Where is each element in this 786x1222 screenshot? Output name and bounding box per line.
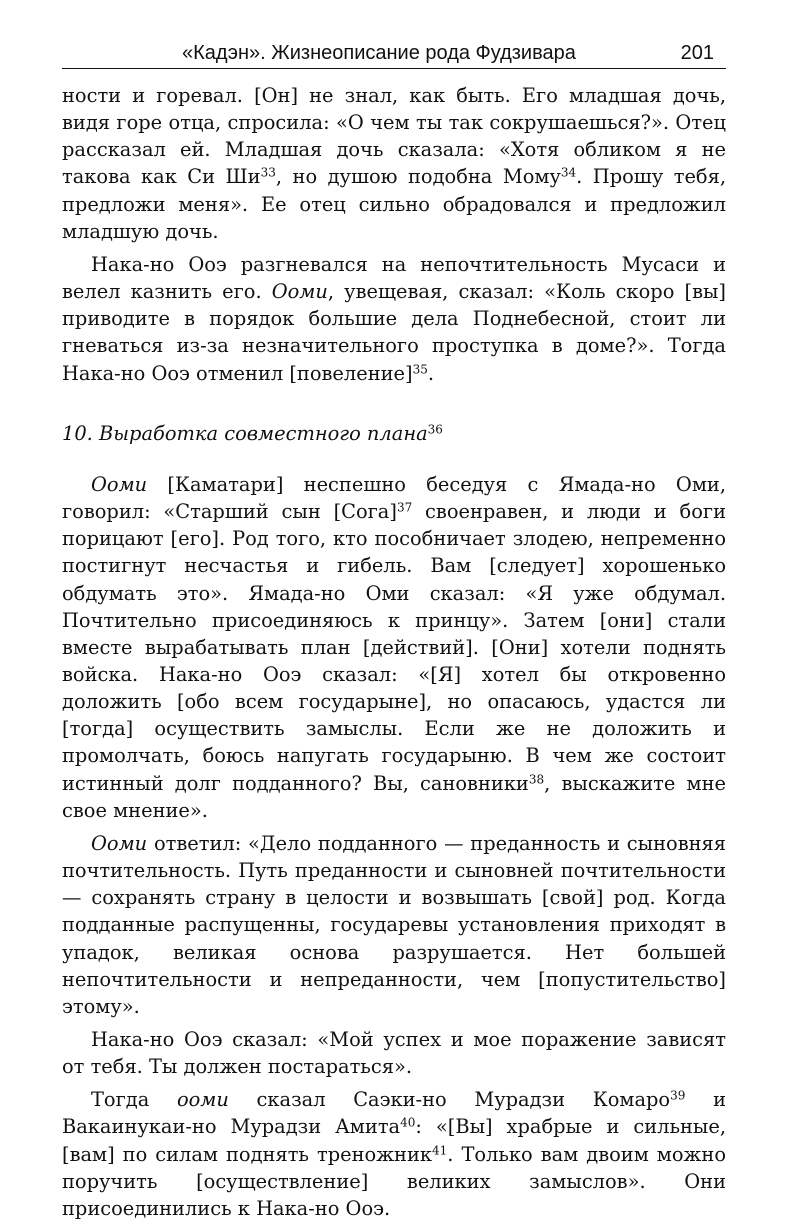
page-number: 201 xyxy=(680,42,714,64)
text-run: ности и горевал. [Он] не знал, как быть. Его младшая дочь, видя горе отца, спросила: «О чем ты так сокрушаешься?». Отец рассказал ей. Младшая дочь сказала: «Хотя обликом я не такова как Си Ши xyxy=(62,84,726,189)
footnote-ref-33: 33 xyxy=(260,165,276,180)
text-run: ответил: «Дело подданного — преданность и сыновняя почтительность. Путь преданности и сыновней почтительности — сохранять страну в целости и возвышать [свой] род. Когда подданные распущенны, государевы установления приходят в упадок, великая основа разрушается. Нет большей непочтительности и непреданности, чем [попустительство] этому». xyxy=(62,831,726,1018)
footnote-ref-39: 39 xyxy=(670,1088,686,1103)
footnote-ref-40: 40 xyxy=(400,1115,416,1130)
text-run: . Прошу тебя, предложи меня». Ее отец сильно обрадовался и предложил младшую дочь. xyxy=(62,165,726,243)
text-run: Тогда xyxy=(91,1088,177,1112)
footnote-ref-35: 35 xyxy=(412,361,428,376)
paragraph-continued xyxy=(62,82,726,245)
footnote-ref-41: 41 xyxy=(432,1143,448,1158)
text-run: , выскажите мне свое мнение». xyxy=(62,771,726,822)
text-run: , увещевая, сказал: «Коль скоро [вы] приводите в порядок большие дела Поднебесной, стоит ли гневаться из-за незначительного проступка в доме?». Тогда Нака-но Ооэ отменил [повеление] xyxy=(62,280,726,385)
running-header xyxy=(62,38,726,69)
text-run: сказал Саэки-но Мурадзи Комаро xyxy=(228,1088,671,1112)
text-run: Нака-но Ооэ сказал: «Мой успех и мое поражение зависят от тебя. Ты должен постараться». xyxy=(62,1028,726,1079)
running-header-title: «Кадэн». Жизнеописание рода Фудзивара xyxy=(182,42,576,64)
text-run: , но душою подобна Мому xyxy=(275,165,561,189)
paragraph-naka-no-ooe-anger xyxy=(62,251,726,387)
footnote-ref-34: 34 xyxy=(560,165,577,180)
text-run: своенравен, и люди и боги порицают [его]. Род того, кто пособничает злодею, непременно постигнут несчастья и гибель. Вам [следует] хорошенько обдумать это». Ямада-но Оми сказал: «Я уже обдумал. Почтительно присоединяюсь к принцу». Затем [они] стали вместе вырабатывать план [действий]. [Они] хотели поднять войска. Нака-но Ооэ сказал: «[Я] хотел бы откровенно доложить [обо всем государыне], но опасаюсь, удастся ли [тогда] осуществить замыслы. Если же не доложить и промолчать, боюсь напугать государыню. В чем же состоит истинный долг подданного? Вы, сановники xyxy=(62,500,726,795)
text-run: : «[Вы] храбрые и сильные, [вам] по силам поднять треножник xyxy=(62,1115,726,1166)
text-run: и Вакаинукаи-но Мурадзи Амита xyxy=(62,1088,727,1139)
footnote-ref-37: 37 xyxy=(396,500,413,515)
italic-term: Ооми xyxy=(91,831,148,855)
text-run: [Каматари] неспешно беседуя с Ямада-но Оми, говорил: «Старший сын [Сога] xyxy=(62,472,726,524)
paragraph-oomi-answer xyxy=(62,830,726,1020)
text-run: Нака-но Ооэ разгневался на непочтительность Мусаси и велел казнить его. xyxy=(62,252,726,304)
italic-term: Ооми xyxy=(271,280,328,304)
section-heading-text: 10. Выработка совместного плана xyxy=(62,421,428,445)
text-run: . xyxy=(427,361,435,385)
body-text xyxy=(62,82,726,1222)
footnote-ref-36: 36 xyxy=(427,422,443,437)
paragraph-naka-no-ooe-reply xyxy=(62,1026,726,1080)
italic-term: ооми xyxy=(176,1088,229,1112)
paragraph-saeki-vakainukai xyxy=(62,1086,726,1222)
paragraph-kamatari-conversation xyxy=(62,471,726,824)
footnote-ref-38: 38 xyxy=(528,771,545,786)
italic-term: Ооми xyxy=(91,472,148,496)
section-heading xyxy=(62,420,726,447)
text-run: . Только вам двоим можно поручить [осуществление] великих замыслов». Они присоединились к Нака-но Ооэ. xyxy=(62,1142,726,1220)
